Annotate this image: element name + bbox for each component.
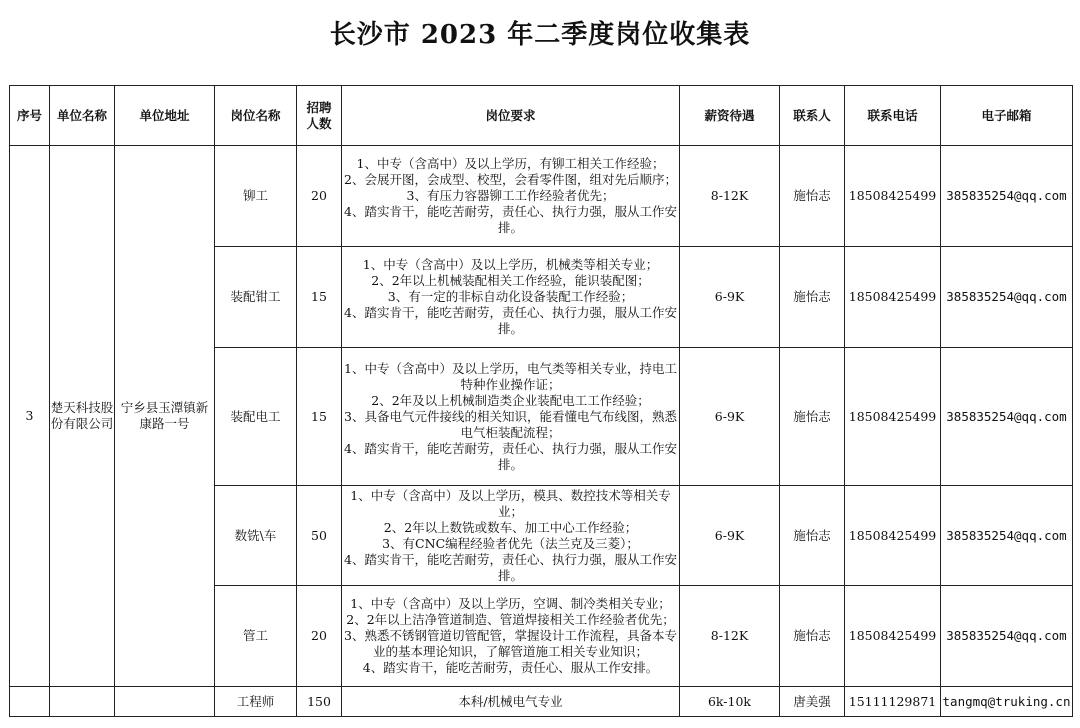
requirement-line: 3、具备电气元件接线的相关知识，能看懂电气布线图，熟悉电气柜装配流程； bbox=[344, 408, 677, 440]
requirement-line: 3、熟悉不锈钢管道切管配管，掌握设计工作流程，具备本专业的基本理论知识，了解管道施工相关专业知识； bbox=[344, 628, 677, 659]
position-cell: 装配钳工 bbox=[215, 247, 297, 348]
email-cell: 385835254@qq.com bbox=[941, 247, 1073, 348]
email-cell: tangmq@truking.cn bbox=[941, 687, 1073, 717]
salary-cell: 6-9K bbox=[680, 486, 780, 586]
position-cell: 装配电工 bbox=[215, 348, 297, 486]
position-cell: 铆工 bbox=[215, 146, 297, 247]
table-row bbox=[10, 146, 1073, 247]
contact-cell: 施怡志 bbox=[780, 348, 845, 486]
phone-cell: 15111129871 bbox=[845, 687, 941, 717]
email-cell: 385835254@qq.com bbox=[941, 348, 1073, 486]
job-table bbox=[9, 85, 1073, 717]
header-position: 岗位名称 bbox=[215, 86, 297, 146]
header-count bbox=[297, 86, 342, 146]
company-cell: 楚天科技股份有限公司 bbox=[50, 146, 115, 687]
contact-cell: 施怡志 bbox=[780, 247, 845, 348]
address-cell: 宁乡县玉潭镇新康路一号 bbox=[115, 146, 215, 687]
requirement-line: 2、会展开图，会成型、校型，会看零件图，组对先后顺序； bbox=[344, 172, 677, 187]
header-count-line2: 人数 bbox=[306, 115, 332, 131]
phone-cell: 18508425499 bbox=[845, 486, 941, 586]
requirement-line: 3、有压力容器铆工工作经验者优先； bbox=[406, 188, 615, 203]
company-cell-empty bbox=[50, 687, 115, 717]
requirement-line: 本科/机械电气专业 bbox=[458, 693, 563, 709]
requirement-line: 1、中专（含高中）及以上学历，有铆工相关工作经验； bbox=[356, 156, 665, 171]
header-salary: 薪资待遇 bbox=[680, 86, 780, 146]
requirements-cell bbox=[342, 486, 680, 586]
salary-cell: 6-9K bbox=[680, 348, 780, 486]
address-cell-empty bbox=[115, 687, 215, 717]
phone-cell: 18508425499 bbox=[845, 586, 941, 687]
header-address: 单位地址 bbox=[115, 86, 215, 146]
email-cell: 385835254@qq.com bbox=[941, 486, 1073, 586]
requirement-line: 3、有一定的非标自动化设备装配工作经验； bbox=[387, 289, 634, 304]
salary-cell: 8-12K bbox=[680, 146, 780, 247]
email-cell: 385835254@qq.com bbox=[941, 146, 1073, 247]
salary-cell: 6-9K bbox=[680, 247, 780, 348]
requirement-line: 2、2年以上机械装配相关工作经验，能识装配图； bbox=[371, 273, 650, 288]
contact-cell: 唐美强 bbox=[780, 687, 845, 717]
requirement-line: 1、中专（含高中）及以上学历，机械类等相关专业； bbox=[362, 257, 659, 272]
requirements-cell bbox=[342, 586, 680, 687]
page-title: 长沙市 2023 年二季度岗位收集表 bbox=[329, 20, 751, 50]
header-email: 电子邮箱 bbox=[941, 86, 1073, 146]
requirements-cell bbox=[342, 146, 680, 247]
requirements-cell bbox=[342, 247, 680, 348]
salary-cell: 6k-10k bbox=[680, 687, 780, 717]
phone-cell: 18508425499 bbox=[845, 348, 941, 486]
header-company: 单位名称 bbox=[50, 86, 115, 146]
count-cell: 15 bbox=[297, 348, 342, 486]
requirements-cell bbox=[342, 687, 680, 717]
header-contact: 联系人 bbox=[780, 86, 845, 146]
requirement-line: 2、2年以上数铣或数车、加工中心工作经验； bbox=[383, 519, 638, 535]
requirement-line: 1、中专（含高中）及以上学历，电气类等相关专业，持电工特种作业操作证； bbox=[344, 360, 677, 392]
contact-cell: 施怡志 bbox=[780, 146, 845, 247]
header-phone: 联系电话 bbox=[845, 86, 941, 146]
requirement-line: 3、有CNC编程经验者优先（法兰克及三菱）； bbox=[382, 535, 639, 551]
count-cell: 150 bbox=[297, 687, 342, 717]
count-cell: 20 bbox=[297, 586, 342, 687]
requirement-line: 4、踏实肯干，能吃苦耐劳，责任心、执行力强，服从工作安排。 bbox=[344, 204, 677, 235]
header-requirements: 岗位要求 bbox=[342, 86, 680, 146]
count-cell: 50 bbox=[297, 486, 342, 586]
header-row bbox=[10, 86, 1073, 146]
requirement-line: 4、踏实肯干，能吃苦耐劳，责任心、服从工作安排。 bbox=[362, 660, 659, 675]
seq-cell-empty bbox=[10, 687, 50, 717]
count-cell: 15 bbox=[297, 247, 342, 348]
requirement-line: 4、踏实肯干，能吃苦耐劳，责任心、执行力强，服从工作安排。 bbox=[344, 305, 677, 336]
requirement-line: 4、踏实肯干，能吃苦耐劳，责任心、执行力强，服从工作安排。 bbox=[344, 440, 677, 472]
count-cell: 20 bbox=[297, 146, 342, 247]
phone-cell: 18508425499 bbox=[845, 146, 941, 247]
requirement-line: 4、踏实肯干，能吃苦耐劳，责任心、执行力强，服从工作安排。 bbox=[344, 551, 677, 583]
contact-cell: 施怡志 bbox=[780, 586, 845, 687]
header-count-line1: 招聘 bbox=[306, 99, 332, 115]
header-seq: 序号 bbox=[10, 86, 50, 146]
requirement-line: 1、中专（含高中）及以上学历，模具、数控技术等相关专业； bbox=[350, 487, 671, 519]
position-cell: 管工 bbox=[215, 586, 297, 687]
requirement-line: 2、2年及以上机械制造类企业装配电工工作经验； bbox=[371, 392, 650, 408]
position-cell: 数铣\车 bbox=[215, 486, 297, 586]
salary-cell: 8-12K bbox=[680, 586, 780, 687]
requirements-cell bbox=[342, 348, 680, 486]
position-cell: 工程师 bbox=[215, 687, 297, 717]
phone-cell: 18508425499 bbox=[845, 247, 941, 348]
contact-cell: 施怡志 bbox=[780, 486, 845, 586]
email-cell: 385835254@qq.com bbox=[941, 586, 1073, 687]
seq-cell: 3 bbox=[10, 146, 50, 687]
table-row bbox=[10, 687, 1073, 717]
requirement-line: 2、2年以上洁净管道制造、管道焊接相关工作经验者优先； bbox=[346, 612, 675, 627]
requirement-line: 1、中专（含高中）及以上学历，空调、制冷类相关专业； bbox=[350, 596, 671, 611]
